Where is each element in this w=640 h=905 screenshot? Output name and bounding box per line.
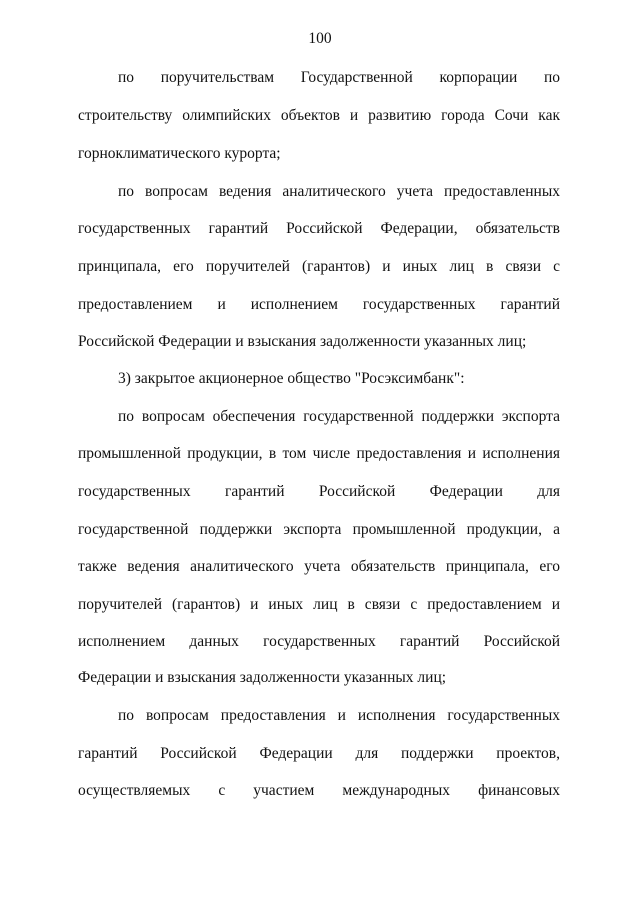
text-line: по вопросам ведения аналитического учета предоставленных [118, 183, 560, 200]
text-line: осуществляемых с участием международных финансовых [78, 782, 560, 799]
text-line: промышленной продукции, в том числе предоставления и исполнения [78, 445, 560, 462]
text-line: исполнением данных государственных гарантий Российской [78, 633, 560, 650]
text-line: государственной поддержки экспорта промышленной продукции, а [78, 521, 560, 538]
text-line: по вопросам предоставления и исполнения государственных [118, 707, 560, 724]
page-number: 100 [308, 30, 332, 47]
text-line: горноклиматического курорта; [78, 145, 281, 162]
text-line: предоставлением и исполнением государственных гарантий [78, 296, 560, 313]
text-line: по вопросам обеспечения государственной поддержки экспорта [118, 408, 560, 425]
text-line: гарантий Российской Федерации для поддержки проектов, [78, 745, 560, 762]
text-line: Российской Федерации и взыскания задолженности указанных лиц; [78, 333, 527, 350]
text-line: государственных гарантий Российской Федерации для [78, 483, 560, 500]
text-line: строительству олимпийских объектов и развитию города Сочи как [78, 107, 560, 124]
text-line: по поручительствам Государственной корпорации по [118, 69, 560, 86]
text-line: государственных гарантий Российской Федерации, обязательств [78, 220, 560, 237]
text-line: Федерации и взыскания задолженности указанных лиц; [78, 669, 447, 686]
text-line: 3) закрытое акционерное общество "Росэксимбанк": [118, 370, 465, 387]
text-line: принципала, его поручителей (гарантов) и иных лиц в связи с [78, 258, 560, 275]
text-line: поручителей (гарантов) и иных лиц в связи с предоставлением и [78, 596, 560, 613]
text-line: также ведения аналитического учета обязательств принципала, его [78, 558, 560, 575]
